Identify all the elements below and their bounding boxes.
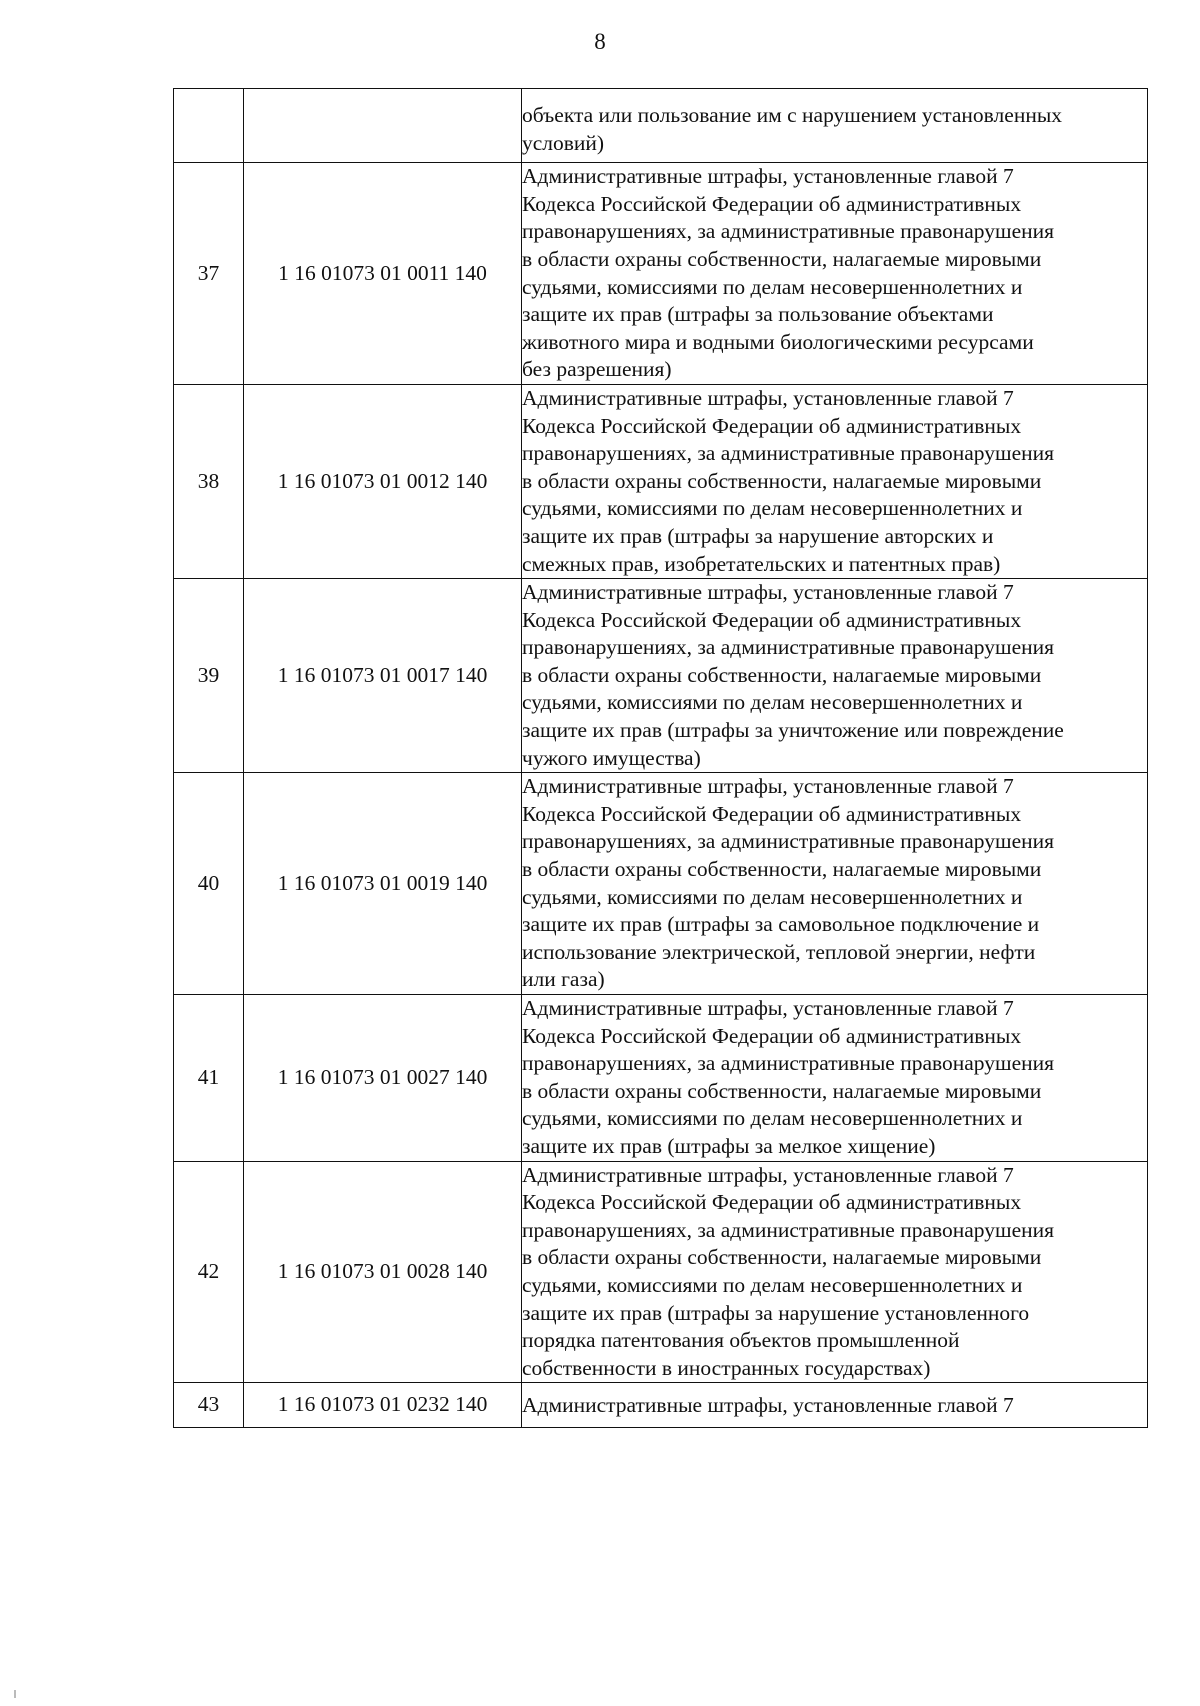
table-row xyxy=(174,773,1148,995)
row-number-cell: 38 xyxy=(174,384,244,578)
table-row xyxy=(174,384,1148,578)
row-number-cell xyxy=(174,89,244,163)
description-line: Кодекса Российской Федерации об административных xyxy=(522,1190,1022,1215)
budget-code-cell: 1 16 01073 01 0027 140 xyxy=(244,995,522,1162)
description-line: судьями, комиссиями по делам несовершеннолетних и xyxy=(522,496,1023,521)
description-line: Административные штрафы, установленные главой 7 xyxy=(522,164,1014,189)
revenue-codes-table xyxy=(173,88,1148,1428)
description-line: смежных прав, изобретательских и патентных прав) xyxy=(522,551,1001,576)
table-row xyxy=(174,163,1148,385)
table-body xyxy=(174,89,1148,1428)
description-line: правонарушениях, за административные правонарушения xyxy=(522,1051,1055,1076)
description-line: защите их прав (штрафы за самовольное подключение и xyxy=(522,912,1040,937)
description-line: в области охраны собственности, налагаемые мировыми xyxy=(522,662,1042,687)
description-line: правонарушениях, за административные правонарушения xyxy=(522,1217,1055,1242)
description-cell xyxy=(522,1383,1148,1428)
description-line: объекта или пользование им с нарушением установленных xyxy=(522,103,1063,127)
description-line: судьями, комиссиями по делам несовершеннолетних и xyxy=(522,1106,1023,1131)
description-line: судьями, комиссиями по делам несовершеннолетних и xyxy=(522,690,1023,715)
description-line: без разрешения) xyxy=(522,357,672,382)
budget-code-cell: 1 16 01073 01 0017 140 xyxy=(244,579,522,773)
description-line: защите их прав (штрафы за пользование объектами xyxy=(522,302,994,327)
description-line: Административные штрафы, установленные главой 7 xyxy=(522,996,1014,1020)
description-line: Кодекса Российской Федерации об административных xyxy=(522,413,1022,438)
scan-mark xyxy=(14,1690,16,1698)
description-line: защите их прав (штрафы за нарушение установленного xyxy=(522,1300,1030,1325)
description-line: Административные штрафы, установленные главой 7 xyxy=(522,385,1014,410)
description-line: чужого имущества) xyxy=(522,745,701,770)
budget-code-cell: 1 16 01073 01 0232 140 xyxy=(244,1383,522,1428)
description-line: защите их прав (штрафы за уничтожение или повреждение xyxy=(522,718,1064,743)
description-line: Кодекса Российской Федерации об административных xyxy=(522,607,1022,632)
budget-code-cell: 1 16 01073 01 0011 140 xyxy=(244,163,522,385)
description-line: судьями, комиссиями по делам несовершеннолетних и xyxy=(522,1272,1023,1297)
description-line: Административные штрафы, установленные главой 7 xyxy=(522,1162,1014,1187)
description-cell xyxy=(522,163,1148,385)
description-line: защите их прав (штрафы за мелкое хищение) xyxy=(522,1133,936,1158)
table-row xyxy=(174,579,1148,773)
description-line: животного мира и водными биологическими ресурсами xyxy=(522,329,1034,354)
budget-code-cell: 1 16 01073 01 0012 140 xyxy=(244,384,522,578)
description-cell xyxy=(522,89,1148,163)
description-line: правонарушениях, за административные правонарушения xyxy=(522,635,1055,660)
budget-code-cell: 1 16 01073 01 0019 140 xyxy=(244,773,522,995)
description-line: защите их прав (штрафы за нарушение авторских и xyxy=(522,523,994,548)
table-row xyxy=(174,995,1148,1162)
row-number-cell: 42 xyxy=(174,1161,244,1383)
description-line: в области охраны собственности, налагаемые мировыми xyxy=(522,246,1042,271)
description-line: в области охраны собственности, налагаемые мировыми xyxy=(522,468,1042,493)
description-line: Административные штрафы, установленные главой 7 xyxy=(522,580,1014,605)
description-cell xyxy=(522,995,1148,1162)
description-line: условий) xyxy=(522,130,605,155)
description-line: судьями, комиссиями по делам несовершеннолетних и xyxy=(522,884,1023,909)
description-line: в области охраны собственности, налагаемые мировыми xyxy=(522,1245,1042,1270)
description-cell xyxy=(522,1161,1148,1383)
description-line: правонарушениях, за административные правонарушения xyxy=(522,219,1055,244)
description-line: Административные штрафы, установленные главой 7 xyxy=(522,774,1014,799)
description-line: Кодекса Российской Федерации об административных xyxy=(522,801,1022,826)
row-number-cell: 43 xyxy=(174,1383,244,1428)
row-number-cell: 40 xyxy=(174,773,244,995)
description-cell xyxy=(522,773,1148,995)
budget-code-cell xyxy=(244,89,522,163)
description-line: собственности в иностранных государствах) xyxy=(522,1355,931,1380)
budget-code-cell: 1 16 01073 01 0028 140 xyxy=(244,1161,522,1383)
table-row xyxy=(174,89,1148,163)
description-line: судьями, комиссиями по делам несовершеннолетних и xyxy=(522,274,1023,299)
row-number-cell: 37 xyxy=(174,163,244,385)
description-cell xyxy=(522,579,1148,773)
description-line: порядка патентования объектов промышленной xyxy=(522,1328,960,1353)
description-line: использование электрической, тепловой энергии, нефти xyxy=(522,939,1036,964)
description-line: Административные штрафы, установленные главой 7 xyxy=(522,1393,1014,1418)
page-number: 8 xyxy=(594,29,606,54)
description-line: Кодекса Российской Федерации об административных xyxy=(522,191,1022,216)
description-line: в области охраны собственности, налагаемые мировыми xyxy=(522,857,1042,882)
table-row xyxy=(174,1161,1148,1383)
description-line: Кодекса Российской Федерации об административных xyxy=(522,1023,1022,1048)
description-line: или газа) xyxy=(522,967,605,992)
row-number-cell: 39 xyxy=(174,579,244,773)
description-cell xyxy=(522,384,1148,578)
row-number-cell: 41 xyxy=(174,995,244,1162)
description-line: в области охраны собственности, налагаемые мировыми xyxy=(522,1078,1042,1103)
description-line: правонарушениях, за административные правонарушения xyxy=(522,829,1055,854)
description-line: правонарушениях, за административные правонарушения xyxy=(522,441,1055,466)
table-row xyxy=(174,1383,1148,1428)
